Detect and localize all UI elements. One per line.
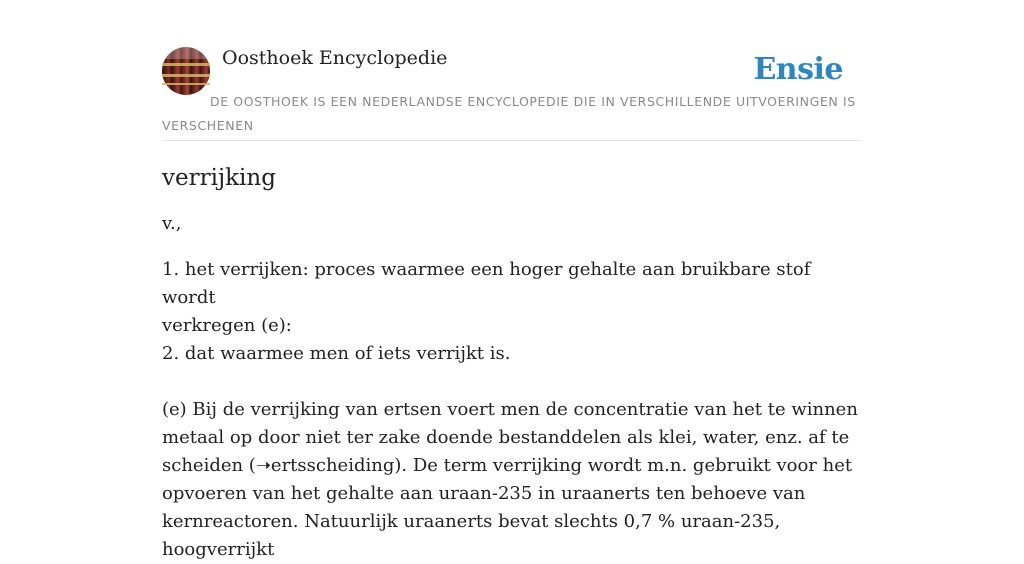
site-header: [162, 46, 862, 141]
paragraph-line: (e) Bij de verrijking van ertsen voert men de concentratie van het te winnen: [162, 399, 858, 420]
brand-logo[interactable]: Ensie: [753, 52, 843, 87]
encyclopedia-books-icon[interactable]: [162, 47, 210, 95]
definition-line: 2. dat waarmee men of iets verrijkt is.: [162, 343, 511, 364]
entry-body: [162, 256, 862, 564]
definition-line: 1. het verrijken: proces waarmee een hoger gehalte aan bruikbare stof wordt: [162, 259, 811, 308]
entry-title: verrijking: [162, 165, 276, 191]
paragraph-line: metaal op door niet ter zake doende bestanddelen als klei, water, enz. af te: [162, 427, 850, 448]
entry-content: [162, 160, 862, 564]
paragraph-line: scheiden (➝ertsscheiding). De term verrijking wordt m.n. gebruikt voor het: [162, 455, 853, 476]
entry-abbreviation: v.,: [162, 213, 182, 234]
site-title[interactable]: Oosthoek Encyclopedie: [222, 47, 448, 69]
paragraph-line: opvoeren van het gehalte aan uraan-235 in uraanerts ten behoeve van: [162, 483, 806, 504]
definition-line: verkregen (e):: [162, 315, 292, 336]
site-tagline: DE OOSTHOEK IS EEN NEDERLANDSE ENCYCLOPEDIE DIE IN VERSCHILLENDE UITVOERINGEN IS VERSCHENEN: [162, 94, 856, 133]
paragraph-line: kernreactoren. Natuurlijk uraanerts bevat slechts 0,7 % uraan-235, hoogverrijkt: [162, 511, 781, 560]
